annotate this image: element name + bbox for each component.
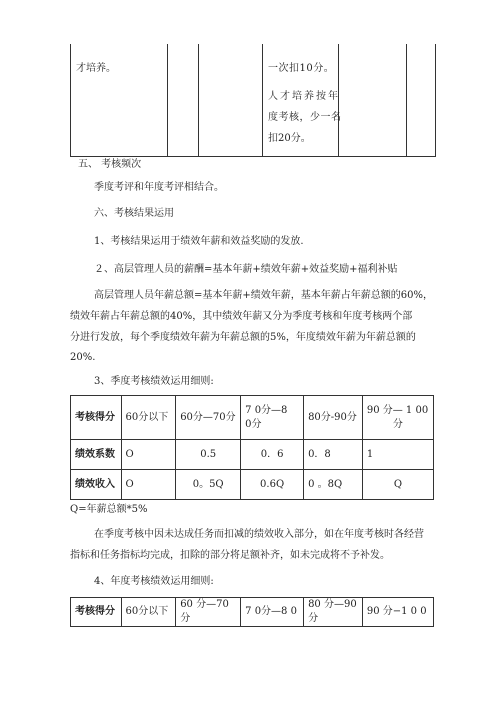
q-row1-val4: 0．8 [308,448,331,460]
q-row2-val3: 0.6Q [260,478,285,490]
formula: Q=年薪总额*5% [70,504,148,515]
q-row1-val3: 0．6 [260,448,284,460]
q-row1-val1: O [125,448,134,460]
q-row2-val4: 0 。8Q [308,478,343,490]
salary-paragraph-line3: 分进行发放，每个季度绩效年薪为年薪总额的5%，年度绩效年薪为年薪总额的 [70,332,416,343]
q-row1-label: 绩效系数 [75,448,115,460]
q-header-below60: 60分以下 [125,411,169,423]
top-table-cell5-line3: 度考核，少一名 [268,112,342,123]
section5-heading: 五、 考核频次 [78,159,142,170]
q-row2-val1: O [125,478,134,490]
top-table-cell5-line2: 人才培养按年 [268,91,340,102]
salary-paragraph-line2: 绩效年薪占年薪总额的40%，其中绩效年薪又分为季度考核和年度考核两个部 [70,311,413,322]
a-header-60-70: 60 分—70 分 [180,599,229,624]
annual-table [70,597,434,627]
section6-item2: ２、高层管理人员的薪酬=基本年薪+绩效年薪+效益奖励+福利补贴 [94,264,398,275]
q-row2-label: 绩效收入 [75,478,115,490]
q-header-90-100-line2: 分 [392,418,403,430]
q-header-score: 考核得分 [75,411,115,423]
a-header-70-80: 7 0分—8 0 [245,606,297,617]
a-header-90-100: 90 分−1 0 0 [366,606,427,617]
q-row2-val5: Q [393,478,403,490]
salary-paragraph-line4: 20%. [70,352,96,363]
q-header-90-100-line1: 90 分— 1 00 [366,404,429,416]
section5-body: 季度考评和年度考评相结合。 [94,182,224,193]
note-line2: 指标和任务指标均完成，扣除的部分将足额补齐，如未完成将不予补发。 [70,550,390,561]
a-header-80-90: 80 分—90分 [308,599,357,624]
quarterly-table [70,395,434,500]
section6-item1: 1、考核结果运用于绩效年薪和效益奖励的发放. [94,236,304,247]
salary-paragraph-line1: 高层管理人员年薪总额=基本年薪+绩效年薪，基本年薪占年薪总额的60%， [94,290,433,301]
q-header-80-90: 80分-90分 [308,411,357,423]
top-table-cell5-line4: 扣20分。 [268,133,311,144]
a-header-score: 考核得分 [75,606,115,617]
q-header-70-80-line1: 7 0分—8 [245,404,288,416]
top-table-col1-text: 才培养。 [76,63,116,74]
q-row2-val2: 0。5Q [192,478,224,490]
top-table [70,44,434,156]
q-header-60-70: 60分—70分 [180,411,236,423]
q-row1-val2: 0.5 [200,448,217,460]
section6-item4: 4、年度考核绩效运用细则: [94,576,214,587]
section6-item3: 3、季度考核绩效运用细则: [94,376,214,387]
q-header-70-80-line2: 0分 [245,418,262,430]
top-table-cell5-line1: 一次扣10分。 [268,63,335,74]
note-line1: 在季度考核中因未达成任务而扣减的绩效收入部分，如在年度考核时各经营 [94,529,424,540]
a-header-below60: 60分以下 [125,606,169,617]
q-row1-val5: 1 [366,448,374,460]
section6-heading: 六、考核结果运用 [94,208,174,219]
